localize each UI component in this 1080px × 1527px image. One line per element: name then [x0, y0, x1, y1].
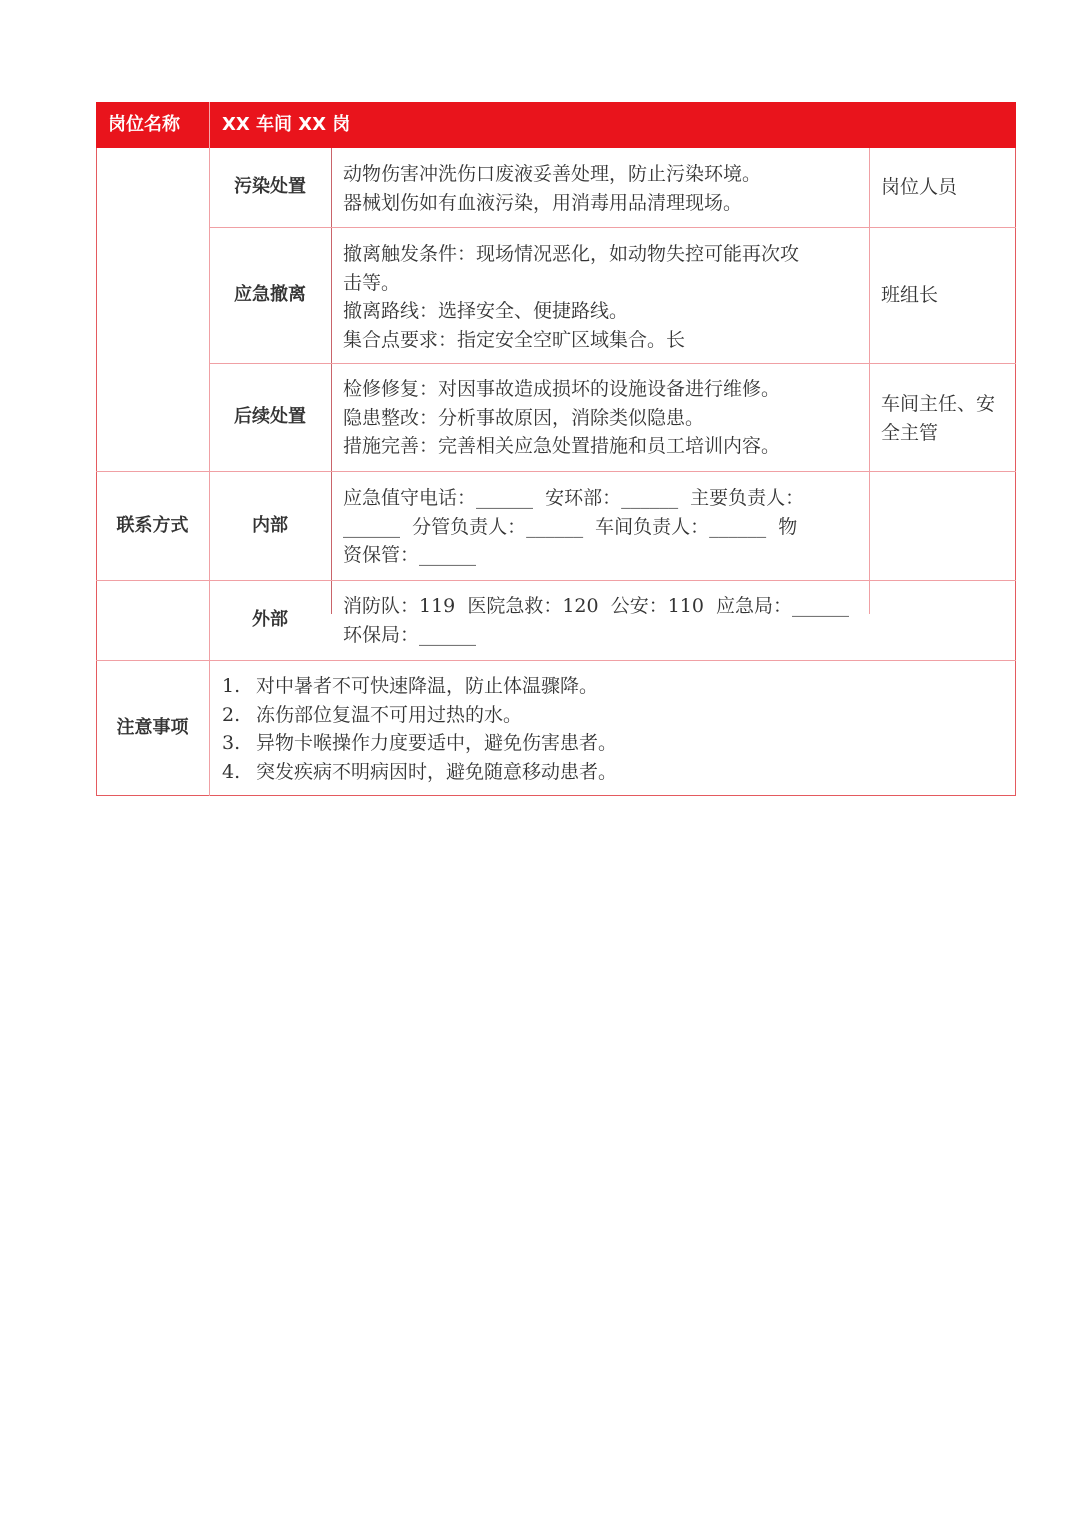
evacuation-line-3: 撤离路线：选择安全、便捷路线。: [343, 300, 629, 322]
col-divider-3: [869, 148, 870, 614]
notes-content: [222, 672, 1002, 786]
border-right: [1015, 148, 1016, 796]
internal-label: 内部: [252, 514, 288, 536]
table-body: [96, 148, 1016, 796]
emergency-card-table: [96, 102, 1016, 796]
evacuation-line-4: 集合点要求：指定安全空旷区域集合。长: [343, 328, 686, 351]
post-name-label: 岗位名称: [108, 114, 180, 135]
evacuation-content: [343, 240, 863, 354]
evacuation-line-2: 击等。: [343, 271, 401, 294]
table-header: [96, 102, 1016, 148]
list-item: [222, 729, 1002, 758]
notes-list: [222, 672, 1002, 786]
followup-owner: [881, 390, 1011, 447]
list-item-number: 3.: [222, 732, 241, 754]
internal-line-3: 资保管：______: [343, 544, 477, 566]
followup-line-1: 检修修复：对因事故造成损坏的设施设备进行维修。: [343, 378, 781, 400]
evacuation-line-1: 撤离触发条件：现场情况恶化，如动物失控可能再次攻: [343, 243, 800, 265]
list-item-text: 冻伤部位复温不可用过热的水。: [256, 703, 523, 726]
row-divider-5: [96, 660, 1016, 661]
list-item: [222, 758, 1002, 787]
pollution-content: [343, 160, 863, 217]
external-label: 外部: [252, 609, 288, 631]
internal-line-1: 应急值守电话：______ 安环部：______ 主要负责人：: [343, 487, 805, 509]
pollution-line-1: 动物伤害冲洗伤口废液妥善处理，防止污染环境。: [343, 163, 762, 185]
header-divider: [209, 102, 210, 148]
evacuation-label: 应急撤离: [234, 284, 306, 306]
evacuation-owner: 班组长: [881, 284, 939, 307]
external-contacts: [343, 592, 863, 649]
internal-line-2: ______ 分管负责人：______ 车间负责人：______ 物: [343, 515, 798, 538]
internal-contacts: [343, 484, 863, 570]
list-item: [222, 672, 1002, 701]
pollution-label: 污染处置: [234, 176, 306, 198]
pollution-owner: 岗位人员: [881, 176, 958, 199]
post-name-value: XX 车间 XX 岗: [222, 114, 351, 135]
external-line-2: 环保局：______: [343, 623, 477, 646]
list-item-text: 突发疾病不明病因时，避免随意移动患者。: [256, 760, 618, 783]
followup-content: [343, 375, 863, 461]
followup-label: 后续处置: [234, 406, 306, 428]
external-line-1: 消防队：119 医院急救：120 公安：110 应急局：______: [343, 595, 850, 617]
list-item-number: 1.: [222, 675, 241, 697]
list-item: [222, 701, 1002, 730]
followup-line-3: 措施完善：完善相关应急处置措施和员工培训内容。: [343, 435, 781, 457]
list-item-number: 2.: [222, 703, 241, 726]
list-item-number: 4.: [222, 760, 241, 783]
followup-line-2: 隐患整改：分析事故原因，消除类似隐患。: [343, 406, 705, 429]
border-bottom: [96, 795, 1016, 796]
list-item-text: 对中暑者不可快速降温，防止体温骤降。: [256, 675, 599, 697]
followup-owner-line-2: 全主管: [881, 421, 939, 444]
list-item-text: 异物卡喉操作力度要适中，避免伤害患者。: [256, 732, 618, 754]
followup-owner-line-1: 车间主任、安: [881, 393, 996, 415]
col-divider-2: [331, 148, 332, 614]
pollution-line-2: 器械划伤如有血液污染，用消毒用品清理现场。: [343, 191, 743, 214]
contact-label: 联系方式: [116, 514, 189, 536]
notes-label: 注意事项: [116, 716, 189, 738]
